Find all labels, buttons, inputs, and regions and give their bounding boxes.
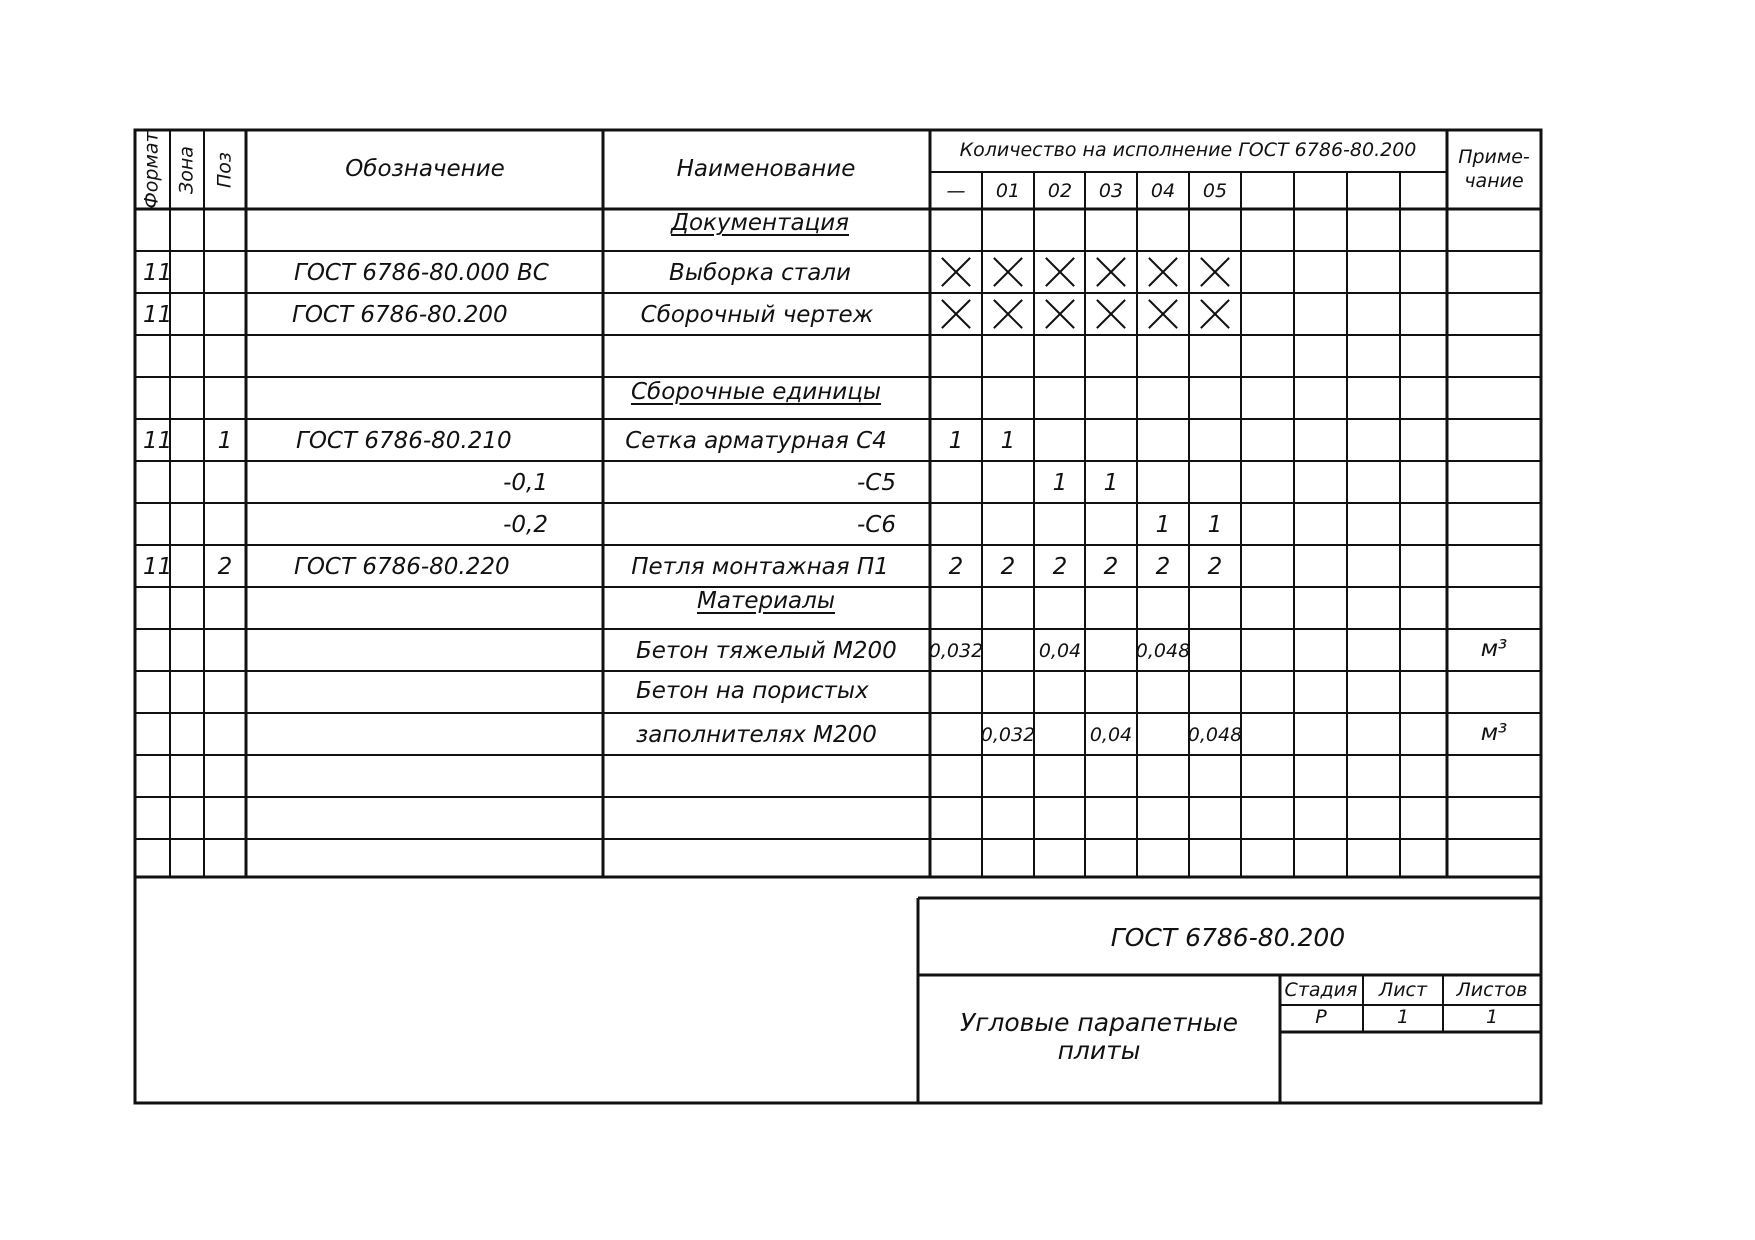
row5-qty-05: 1 [1207,512,1223,538]
row7-note: м³ [1480,636,1508,662]
variant-05: 05 [1202,180,1228,202]
sheet-value: 1 [1396,1006,1410,1028]
variant-01: 01 [995,180,1021,202]
cross-mark-icon [1148,299,1178,329]
row6-qty-base: 2 [948,554,964,580]
row9-name: заполнителях М200 [636,722,877,748]
row2-format: 11 [143,302,173,328]
cross-mark-icon [1200,257,1230,287]
row6-qty-03: 2 [1103,554,1119,580]
row6-designation: ГОСТ 6786-80.220 [294,554,510,580]
row1-name: Выборка стали [669,260,851,286]
row5-qty-04: 1 [1155,512,1171,538]
cross-mark-icon [1045,257,1075,287]
cross-mark-icon [993,257,1023,287]
row5-name: -С6 [857,512,896,538]
doc-title-line1: Угловые парапетные [959,1008,1239,1037]
row9-qty-05: 0,048 [1187,724,1243,746]
row6-qty-04: 2 [1155,554,1171,580]
row6-format: 11 [143,554,173,580]
header-format: Формат [140,131,163,209]
row1-format: 11 [143,260,173,286]
sheet-label: Лист [1378,979,1428,1001]
row2-designation: ГОСТ 6786-80.200 [292,302,508,328]
row3-format: 11 [143,428,173,454]
header-zone: Зона [175,146,198,194]
row6-pos: 2 [217,554,233,580]
row9-qty-03: 0,04 [1089,724,1133,746]
row9-qty-01: 0,032 [980,724,1036,746]
header-note-line2: чание [1464,170,1524,192]
sheets-label: Листов [1456,979,1528,1001]
row2-name: Сборочный чертеж [640,302,874,328]
cross-mark-icon [1096,257,1126,287]
section-docs: Документация [670,210,850,236]
row3-pos: 1 [217,428,233,454]
variant-03: 03 [1098,180,1124,202]
row3-designation: ГОСТ 6786-80.210 [296,428,512,454]
header-pos: Поз [213,151,236,189]
stage-value: Р [1315,1006,1327,1028]
row6-qty-01: 2 [1000,554,1016,580]
variant-04: 04 [1150,180,1176,202]
header-designation: Обозначение [345,156,505,182]
section-materials: Материалы [697,588,835,614]
cross-mark-icon [941,299,971,329]
cross-mark-icon [1148,257,1178,287]
row4-qty-02: 1 [1052,470,1068,496]
row3-name: Сетка арматурная С4 [625,428,887,454]
row6-qty-05: 2 [1207,554,1223,580]
row4-name: -С5 [857,470,896,496]
doc-title-line2: плиты [1057,1036,1141,1065]
row4-qty-03: 1 [1103,470,1119,496]
row6-qty-02: 2 [1052,554,1068,580]
row7-qty-base: 0,032 [928,640,984,662]
cross-mark-icon [1200,299,1230,329]
row3-qty-01: 1 [1000,428,1016,454]
variant-base: — [946,180,966,202]
doc-number: ГОСТ 6786-80.200 [1110,923,1346,952]
row7-qty-04: 0,048 [1135,640,1191,662]
section-assemblies: Сборочные единицы [630,379,882,405]
cross-mark-icon [1096,299,1126,329]
row1-designation: ГОСТ 6786-80.000 ВС [294,260,549,286]
cross-mark-icon [941,257,971,287]
row7-qty-02: 0,04 [1038,640,1082,662]
row4-designation: -0,1 [503,470,548,496]
row7-name: Бетон тяжелый М200 [636,638,897,664]
variant-02: 02 [1047,180,1073,202]
header-name: Наименование [676,156,856,182]
stage-label: Стадия [1284,979,1358,1001]
cross-mark-icon [993,299,1023,329]
sheets-value: 1 [1485,1006,1499,1028]
row8-name: Бетон на пористых [636,678,869,704]
row6-name: Петля монтажная П1 [631,554,889,580]
header-note-line1: Приме- [1458,146,1530,168]
row3-qty-base: 1 [948,428,964,454]
cross-mark-icon [1045,299,1075,329]
row5-designation: -0,2 [503,512,548,538]
header-quantity: Количество на исполнение ГОСТ 6786-80.200 [959,139,1417,161]
row9-note: м³ [1480,720,1508,746]
